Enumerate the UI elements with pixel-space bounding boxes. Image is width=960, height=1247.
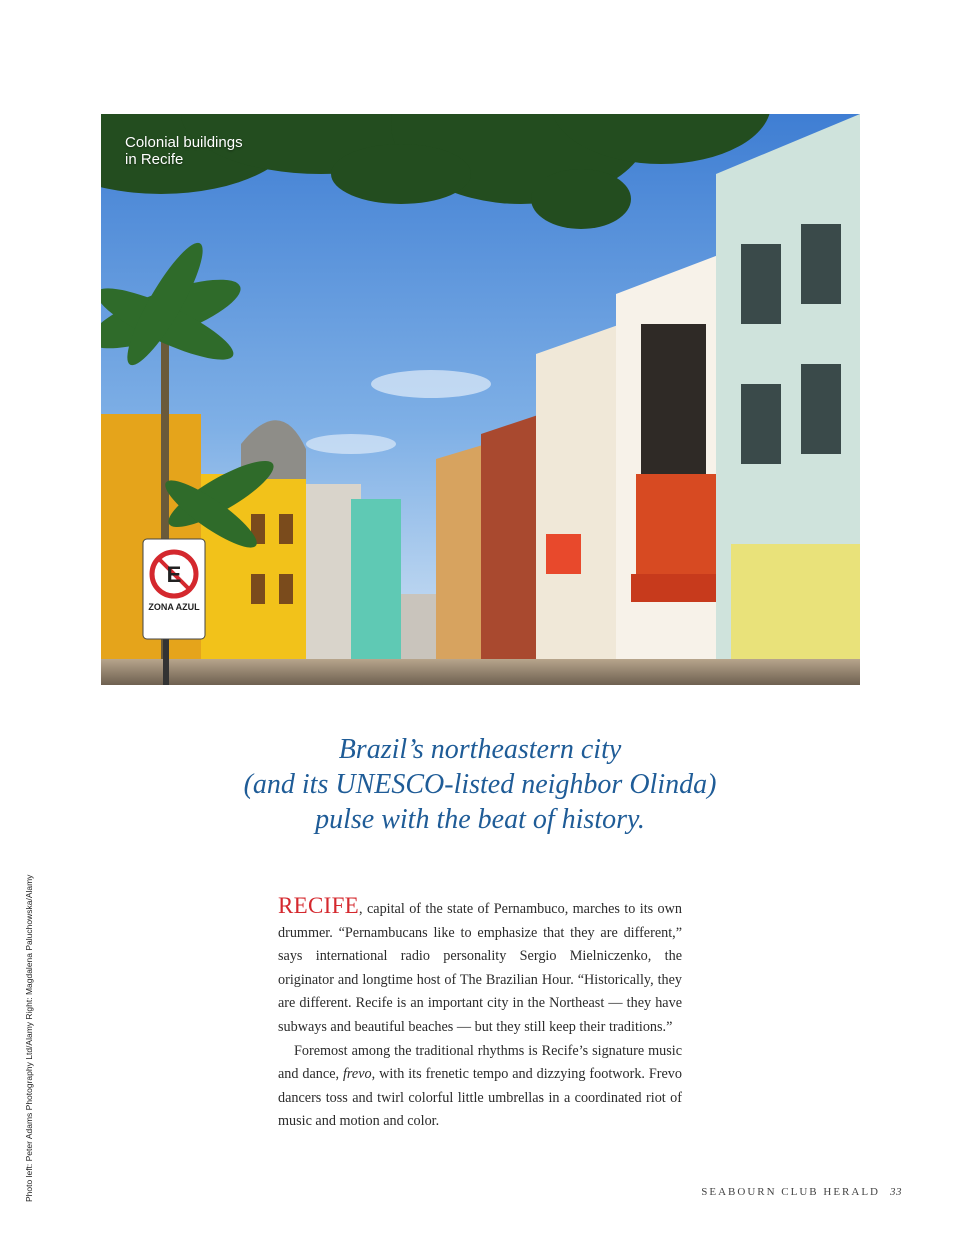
headline-line-3: pulse with the beat of history. [315, 804, 645, 835]
headline [120, 732, 840, 837]
hero-photo [101, 114, 860, 685]
page-footer [701, 1186, 902, 1198]
paragraph-1-text: , capital of the state of Pernambuco, marches to its own drummer. “Pernambucans like to emphasize that they are different,” says international radio personality Sergio Mielniczenko, the originator and longtime host of The Brazilian Hour. “Historically, they are different. Recife is an important city in the Northeast — they have subways and beautiful beaches — but they still keep their traditions.” [278, 901, 682, 1035]
paragraph-2-emphasis: frevo [342, 1066, 372, 1083]
article-body [278, 894, 682, 1134]
sign-letter: E [166, 562, 182, 587]
photo-caption [125, 134, 325, 168]
headline-line-2: (and its UNESCO-listed neighbor Olinda) [243, 769, 717, 800]
paragraph-2 [278, 1040, 682, 1134]
paragraph-1 [278, 894, 682, 1040]
headline-line-1: Brazil’s northeastern city [338, 734, 622, 765]
lead-word: RECIFE [278, 893, 360, 918]
paragraph-2-text-a: Foremost among the traditional rhythms is Recife’s signature music and dance, [278, 1042, 682, 1083]
sign-title: ZONA AZUL [148, 602, 200, 612]
paragraph-2-text-b: , with its frenetic tempo and dizzying footwork. Frevo dancers toss and twirl colorful little umbrellas in a coordinated riot of music and motion and color. [278, 1066, 682, 1130]
photo-credit: Photo left: Peter Adams Photography Ltd/Alamy Right: Magdalena Paluchowska/Alamy [24, 874, 34, 1202]
magazine-name: SEABOURN CLUB HERALD [701, 1186, 880, 1198]
caption-line-2: in Recife [125, 151, 184, 168]
page-number: 33 [890, 1186, 902, 1198]
sign-text-layer [101, 114, 860, 685]
caption-line-1: Colonial buildings [125, 134, 243, 151]
